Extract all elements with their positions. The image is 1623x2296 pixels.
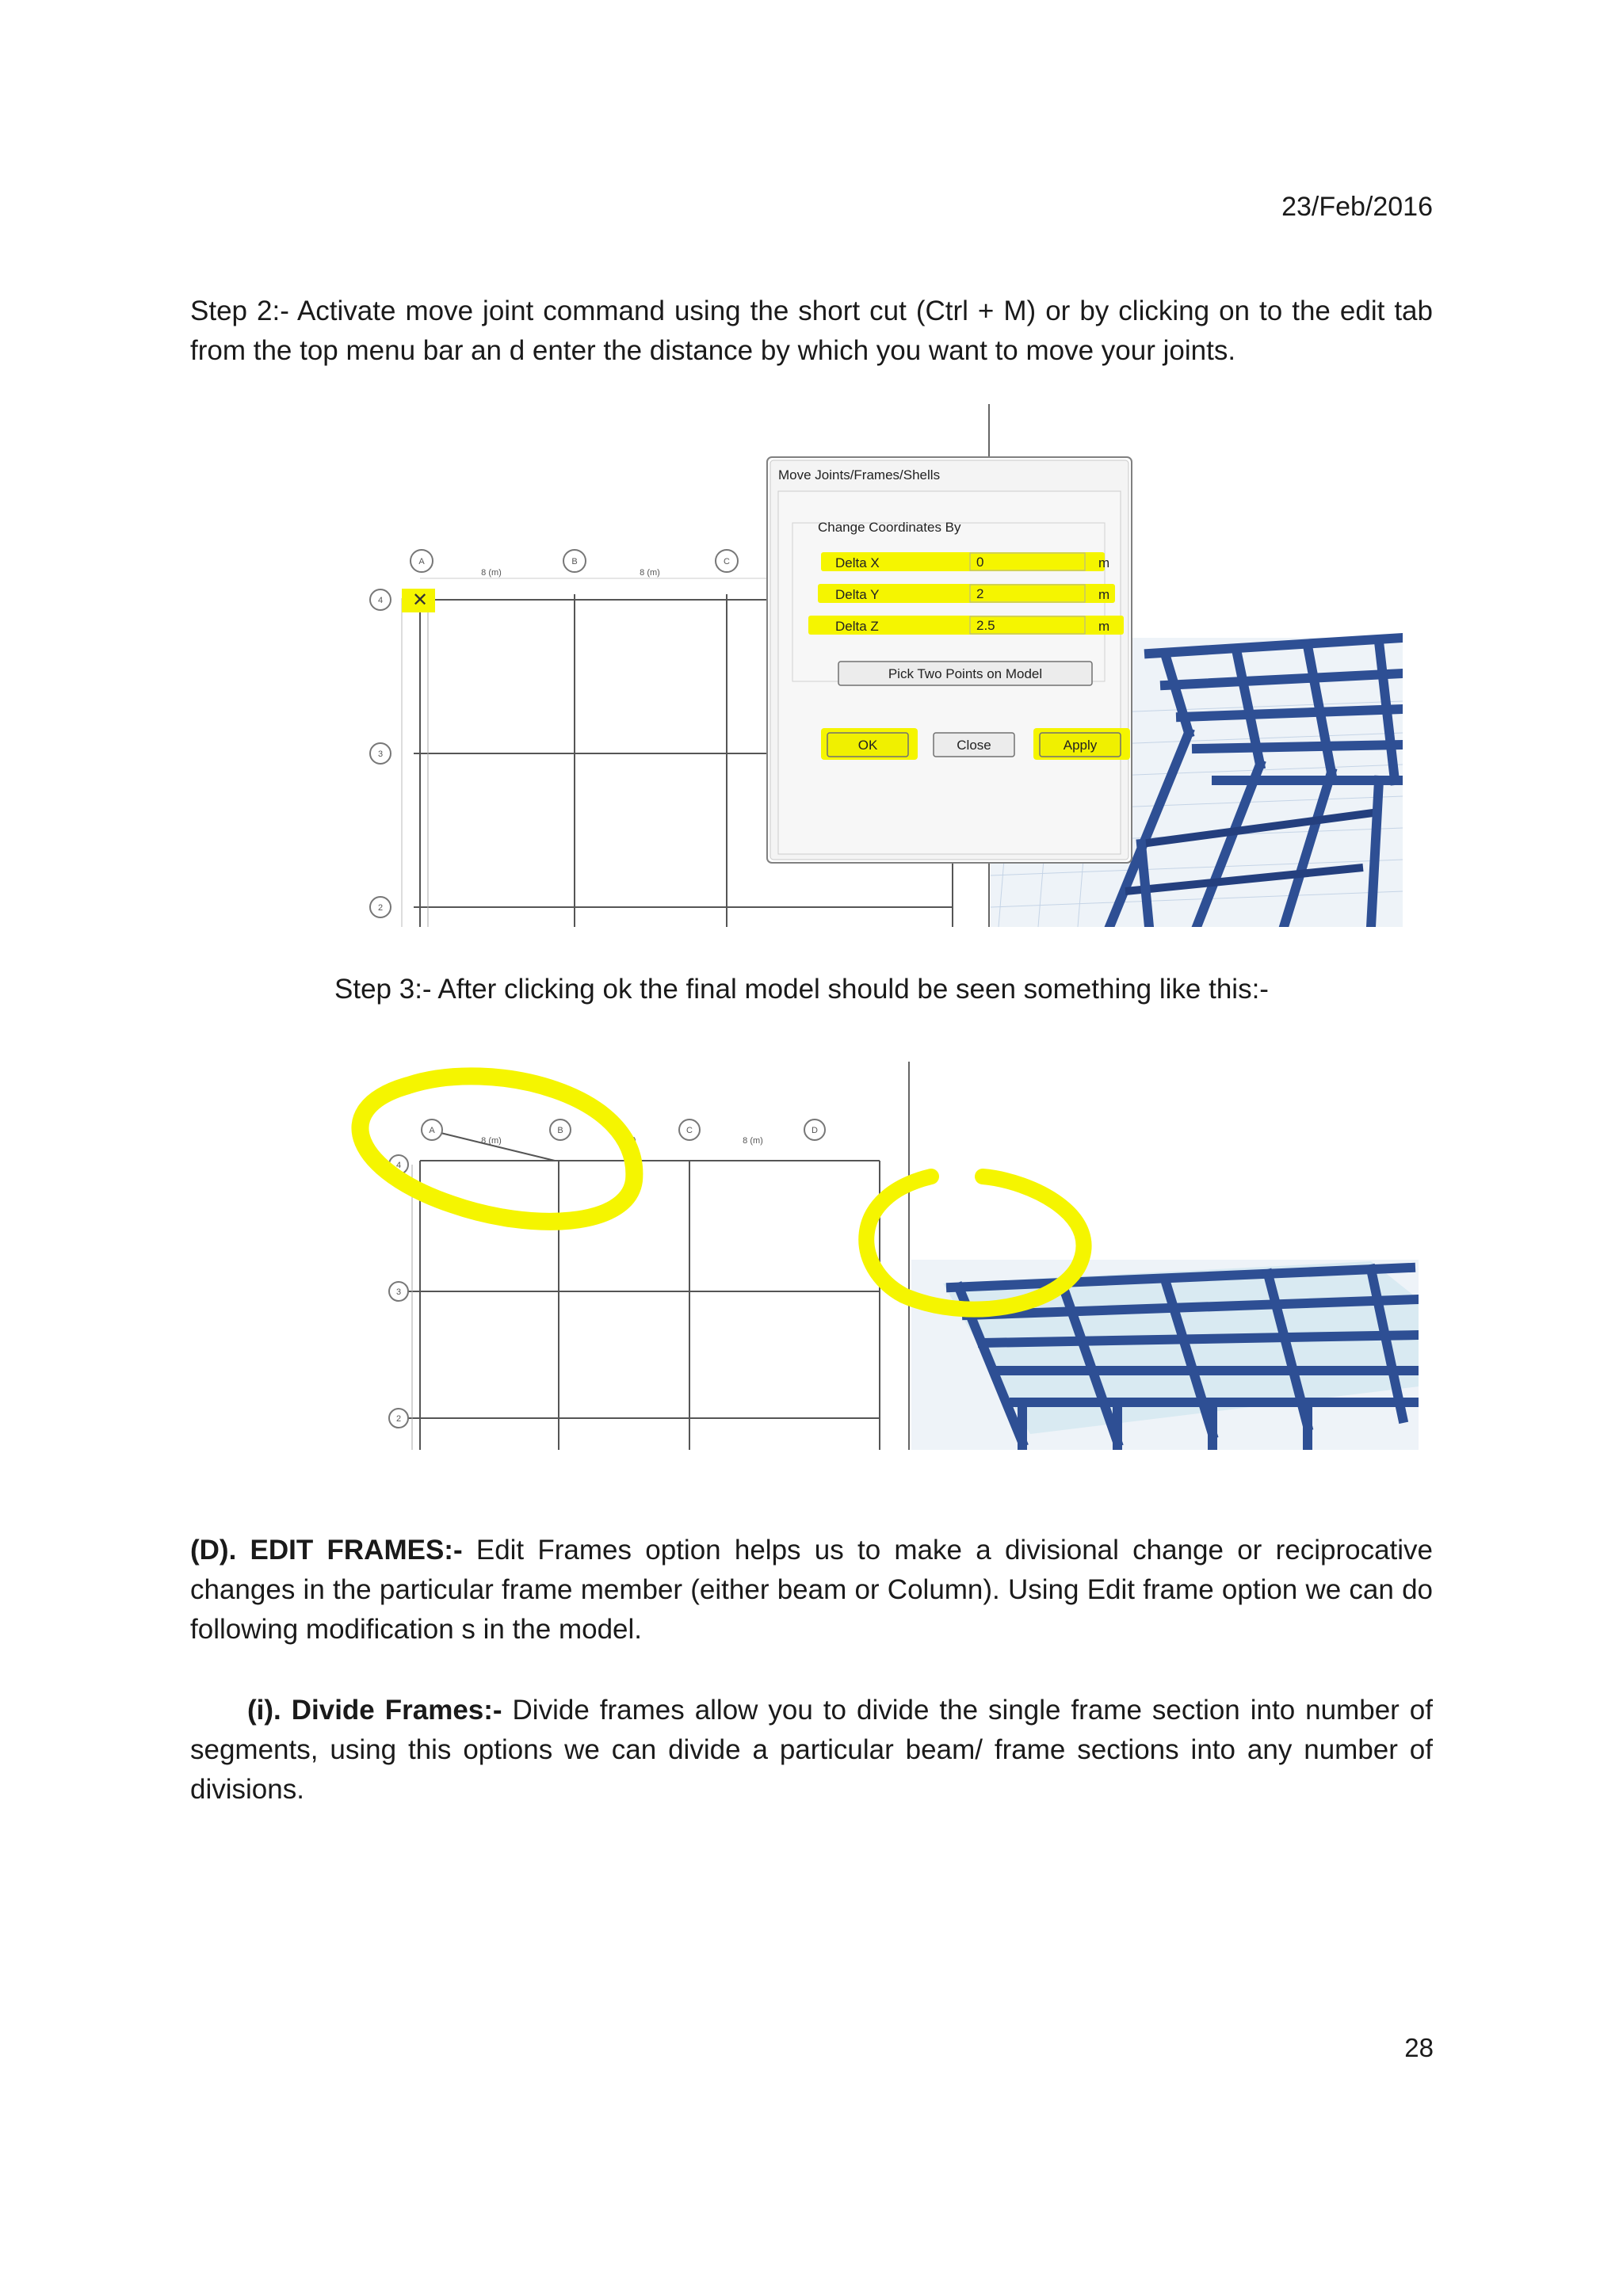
section-d-paragraph [190, 1531, 1433, 1650]
grid-bubble-final-b [550, 1119, 571, 1140]
svg-text:0: 0 [976, 555, 984, 570]
close-button[interactable] [934, 733, 1014, 757]
move-joints-dialog [767, 457, 1132, 863]
grid-bubble-c [716, 550, 738, 572]
section-d-heading: (D). EDIT FRAMES:- [190, 1535, 463, 1566]
svg-text:3: 3 [377, 749, 384, 759]
svg-text:C: C [724, 557, 730, 566]
svg-text:Pick Two Points on Model: Pick Two Points on Model [888, 666, 1043, 681]
figure-move-joints [349, 400, 1403, 927]
svg-text:4: 4 [377, 596, 384, 605]
svg-text:2: 2 [377, 903, 384, 913]
dialog-title: Move Joints/Frames/Shells [778, 467, 941, 482]
page-number: 28 [1404, 2033, 1434, 2062]
svg-text:B: B [557, 1126, 563, 1135]
grid-bubble-2 [370, 897, 391, 917]
pick-two-points-button[interactable] [838, 662, 1092, 685]
svg-text:Apply: Apply [1063, 738, 1098, 753]
svg-text:m: m [1098, 555, 1110, 570]
grid-bubble-a [411, 550, 433, 572]
dim-label-b: 8 (m) [616, 1136, 636, 1146]
section-d-text: Edit Frames option helps us to make a divisional change or reciprocative changes in the particular frame member (either beam or Column). Using Edit frame option we can do following modification s in the model. [190, 1535, 1433, 1645]
grid-bubble-final-a [422, 1119, 442, 1140]
grid-bubble-3 [370, 743, 391, 764]
3d-view-final-model [911, 1260, 1419, 1450]
svg-text:OK: OK [857, 738, 878, 753]
group-label: Change Coordinates By [818, 520, 961, 535]
dim-label-a: 8 (m) [481, 1136, 502, 1146]
subsection-i-text: Divide frames allow you to divide the single frame section into number of segments, using this options we can divide a particular beam/ frame sections into any number of divisions. [190, 1695, 1433, 1805]
grid-bubble-final-3 [389, 1282, 408, 1301]
apply-button[interactable] [1040, 733, 1121, 757]
svg-text:A: A [418, 557, 425, 566]
svg-text:A: A [429, 1126, 435, 1135]
grid-bubble-final-2 [389, 1409, 408, 1428]
grid-bubble-final-d [804, 1119, 825, 1140]
grid-bubble-final-c [679, 1119, 700, 1140]
dim-label-1: 8 (m) [481, 568, 502, 578]
svg-text:2.5: 2.5 [976, 618, 995, 633]
svg-text:4: 4 [395, 1161, 402, 1170]
svg-text:2: 2 [395, 1414, 402, 1424]
svg-text:m: m [1098, 587, 1110, 602]
figure-final-model [333, 1062, 1419, 1450]
header-date: 23/Feb/2016 [1281, 192, 1433, 222]
svg-text:3: 3 [395, 1287, 402, 1297]
selected-joint-icon: ✕ [411, 589, 429, 611]
annotation-circle-plan [360, 1076, 634, 1221]
svg-text:2: 2 [976, 586, 984, 601]
svg-text:Close: Close [957, 738, 991, 753]
ok-button[interactable] [827, 733, 908, 757]
plan-view-grid-final [408, 1131, 880, 1450]
svg-text:B: B [571, 557, 578, 566]
svg-text:D: D [812, 1126, 818, 1135]
subsection-i-heading: (i). Divide Frames:- [247, 1695, 502, 1726]
step2-paragraph: Step 2:- Activate move joint command using the short cut (Ctrl + M) or by clicking on to the edit tab from the top menu bar an d enter the distance by which you want to move your joints. [190, 296, 1433, 366]
grid-bubble-b [563, 550, 586, 572]
svg-text:m: m [1098, 619, 1110, 634]
svg-text:Delta Z: Delta Z [835, 619, 879, 634]
dim-label-c: 8 (m) [743, 1136, 763, 1146]
step3-caption: Step 3:- After clicking ok the final model should be seen something like this:- [334, 974, 1269, 1005]
subsection-i-paragraph [190, 1691, 1433, 1810]
svg-text:Delta Y: Delta Y [835, 587, 880, 602]
svg-text:C: C [686, 1126, 693, 1135]
dim-label-2: 8 (m) [640, 568, 660, 578]
svg-text:Delta X: Delta X [835, 555, 880, 570]
grid-bubble-4 [370, 589, 391, 610]
